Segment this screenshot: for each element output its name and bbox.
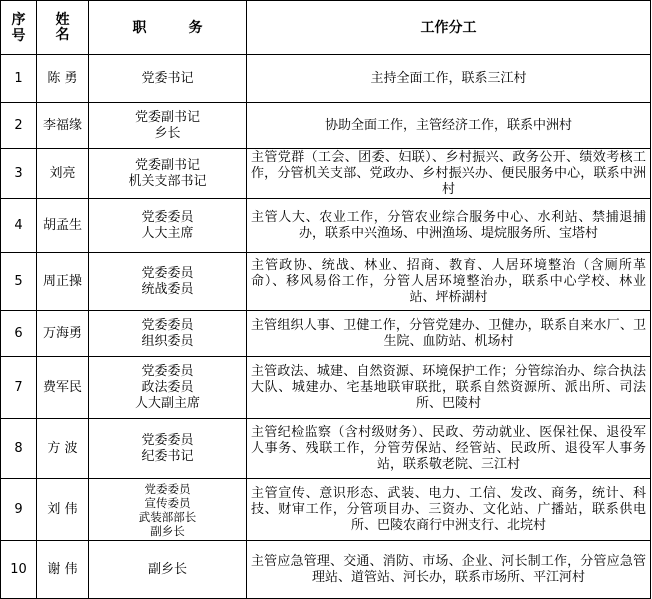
row-name: 万海勇 <box>37 311 89 357</box>
position-line: 乡长 <box>154 125 181 141</box>
row-work: 协助全面工作，主管经济工作，联系中洲村 <box>247 103 651 149</box>
position-line: 党委委员 <box>144 481 191 496</box>
row-position <box>89 253 247 311</box>
position-line: 武装部部长 <box>138 509 197 524</box>
row-name: 刘亮 <box>37 149 89 199</box>
position-line: 党委委员 <box>141 317 194 333</box>
position-line: 宣传委员 <box>144 495 191 510</box>
table-row <box>1 311 651 357</box>
row-no: 5 <box>1 253 37 311</box>
position-line: 副乡长 <box>147 561 187 577</box>
position-line: 党委委员 <box>141 209 194 225</box>
position-line: 纪委书记 <box>141 448 194 464</box>
row-no: 3 <box>1 149 37 199</box>
position-line: 人大主席 <box>141 225 194 241</box>
header-position <box>89 1 247 55</box>
header-work: 工作分工 <box>247 1 651 55</box>
row-work: 主管政法、城建、自然资源、环境保护工作；分管综治办、综合执法大队、城建办、宅基地联审联批，联系自然资源所、派出所、司法所、巴陵村 <box>247 357 651 419</box>
position-line: 党委副书记 <box>134 109 200 125</box>
row-no: 9 <box>1 479 37 541</box>
row-name: 谢 伟 <box>37 541 89 599</box>
row-work: 主管人大、农业工作，分管农业综合服务中心、水利站、禁捕退捕办，联系中兴渔场、中洲渔场、堤烷服务所、宝塔村 <box>247 199 651 253</box>
row-no: 6 <box>1 311 37 357</box>
table-row <box>1 149 651 199</box>
row-work: 主管应急管理、交通、消防、市场、企业、河长制工作，分管应急管理站、道管站、河长办，联系市场所、平江河村 <box>247 541 651 599</box>
row-name: 周正操 <box>37 253 89 311</box>
row-name: 刘 伟 <box>37 479 89 541</box>
row-work: 主管政协、统战、林业、招商、教育、人居环境整治（含厕所革命）、移风易俗工作，分管人居环境整治办，联系中心学校、林业站、坪桥湖村 <box>247 253 651 311</box>
position-line: 党委委员 <box>141 432 194 448</box>
row-work: 主管党群（工会、团委、妇联）、乡村振兴、政务公开、绩效考核工作，分管机关支部、党政办、乡村振兴办、便民服务中心，联系中洲村 <box>247 149 651 199</box>
position-line: 人大副主席 <box>134 395 200 411</box>
row-no: 2 <box>1 103 37 149</box>
row-position <box>89 103 247 149</box>
table-row <box>1 199 651 253</box>
header-name-text: 姓名 <box>55 11 70 43</box>
header-no: 序号 <box>1 1 37 55</box>
row-no: 1 <box>1 55 37 103</box>
row-position <box>89 419 247 479</box>
position-line: 党委书记 <box>141 70 194 86</box>
position-line: 统战委员 <box>141 281 194 297</box>
position-line: 政法委员 <box>141 379 194 395</box>
row-position <box>89 479 247 541</box>
position-line: 副乡长 <box>150 523 185 538</box>
row-position <box>89 199 247 253</box>
header-name <box>37 1 89 55</box>
row-work: 主管宣传、意识形态、武装、电力、工信、发改、商务，统计、科技、财审工作，分管项目办、三资办、文化站、广播站，联系供电所、巴陵农商行中洲支行、北垸村 <box>247 479 651 541</box>
row-no: 4 <box>1 199 37 253</box>
row-name: 李福缘 <box>37 103 89 149</box>
row-position <box>89 55 247 103</box>
row-position <box>89 357 247 419</box>
table-row <box>1 419 651 479</box>
row-position <box>89 149 247 199</box>
row-position <box>89 311 247 357</box>
table-row <box>1 479 651 541</box>
position-line: 机关支部书记 <box>128 173 207 189</box>
row-name: 费军民 <box>37 357 89 419</box>
position-line: 党委委员 <box>141 265 194 281</box>
row-no: 10 <box>1 541 37 599</box>
row-work: 主管纪检监察（含村级财务）、民政、劳动就业、医保社保、退役军人事务、残联工作，分管劳保站、经管站、民政所、退役军人事务站，联系敬老院、三江村 <box>247 419 651 479</box>
row-work: 主持全面工作，联系三江村 <box>247 55 651 103</box>
header-row <box>1 1 651 55</box>
position-line: 党委副书记 <box>134 157 200 173</box>
row-no: 8 <box>1 419 37 479</box>
row-work: 主管组织人事、卫健工作，分管党建办、卫健办，联系自来水厂、卫生院、血防站、机场村 <box>247 311 651 357</box>
row-name: 陈 勇 <box>37 55 89 103</box>
table-row <box>1 357 651 419</box>
position-line: 组织委员 <box>141 333 194 349</box>
row-name: 胡孟生 <box>37 199 89 253</box>
table-row <box>1 55 651 103</box>
header-position-text: 职务 <box>132 19 245 36</box>
table-row <box>1 541 651 599</box>
row-name: 方 波 <box>37 419 89 479</box>
row-position <box>89 541 247 599</box>
table-row <box>1 103 651 149</box>
row-no: 7 <box>1 357 37 419</box>
position-line: 党委委员 <box>141 363 194 379</box>
table-row <box>1 253 651 311</box>
